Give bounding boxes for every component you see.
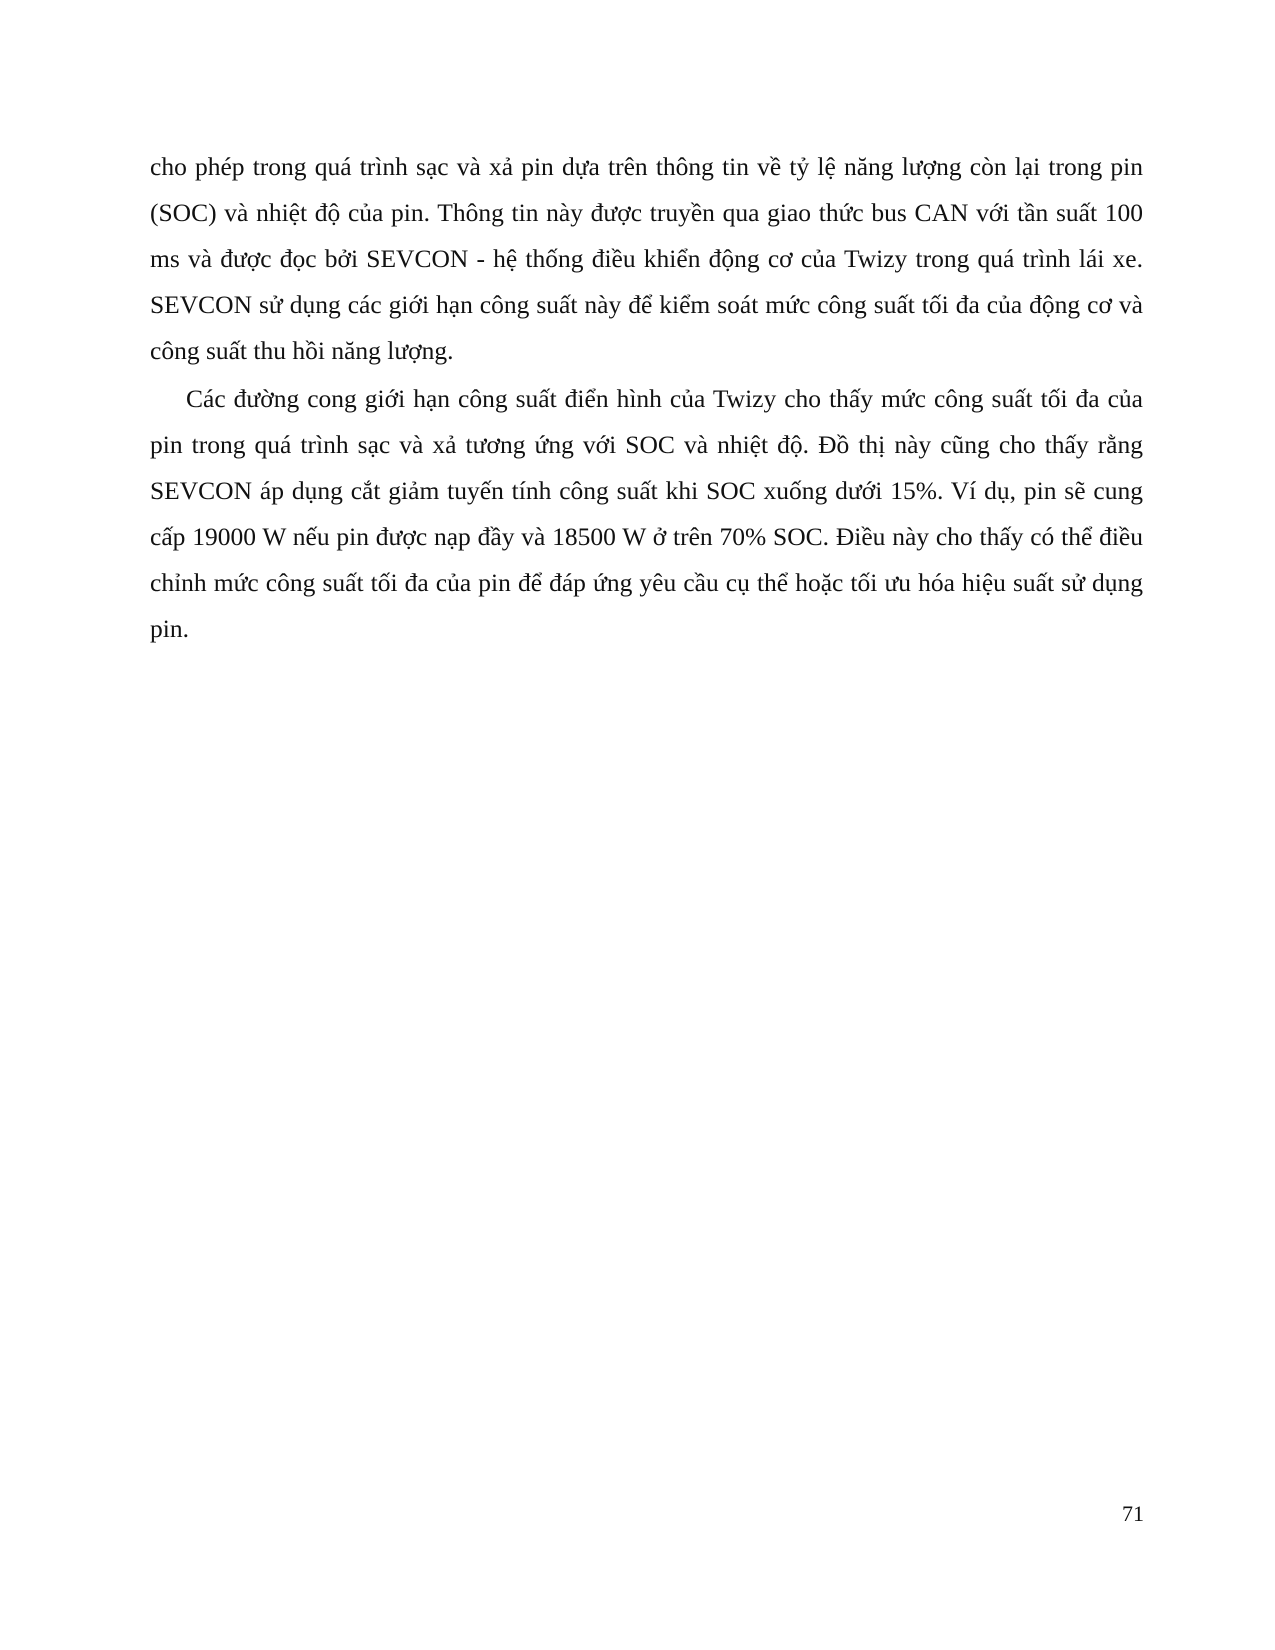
paragraph-1: cho phép trong quá trình sạc và xả pin dựa trên thông tin về tỷ lệ năng lượng còn lại trong pin (SOC) và nhiệt độ của pin. Thông tin này được truyền qua giao thức bus CAN với tần suất 100 ms và được đọc bởi SEVCON - hệ thống điều khiển động cơ của Twizy trong quá trình lái xe. SEVCON sử dụng các giới hạn công suất này để kiểm soát mức công suất tối đa của động cơ và công suất thu hồi năng lượng. <box>150 152 1143 365</box>
paragraph-2: Các đường cong giới hạn công suất điển hình của Twizy cho thấy mức công suất tối đa của pin trong quá trình sạc và xả tương ứng với SOC và nhiệt độ. Đồ thị này cũng cho thấy rằng SEVCON áp dụng cắt giảm tuyến tính công suất khi SOC xuống dưới 15%. Ví dụ, pin sẽ cung cấp 19000 W nếu pin được nạp đầy và 18500 W ở trên 70% SOC. Điều này cho thấy có thể điều chỉnh mức công suất tối đa của pin để đáp ứng yêu cầu cụ thể hoặc tối ưu hóa hiệu suất sử dụng pin. <box>150 384 1143 643</box>
page-number: 71 <box>1122 1501 1144 1526</box>
body-text <box>150 144 1143 652</box>
